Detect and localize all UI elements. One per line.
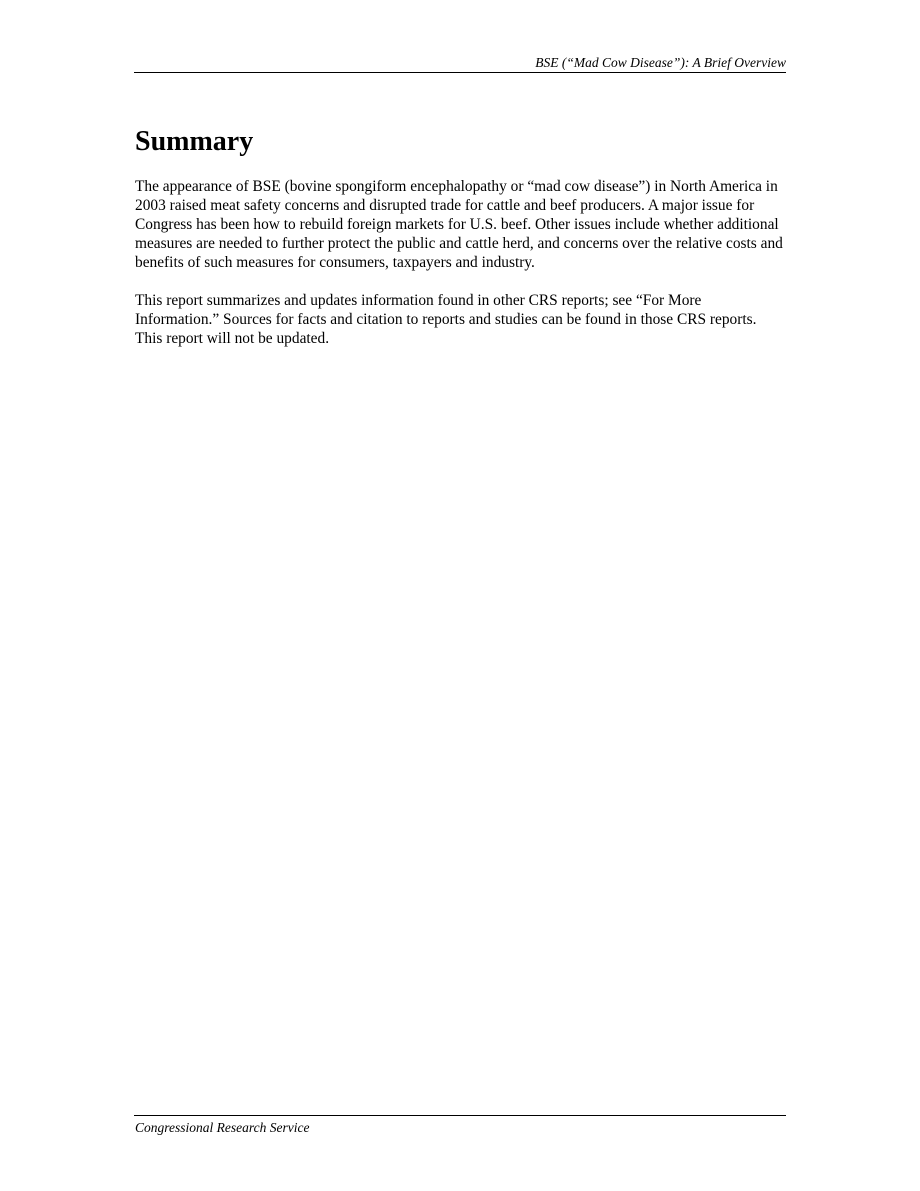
header-rule — [134, 72, 786, 73]
summary-paragraph: The appearance of BSE (bovine spongiform encephalopathy or “mad cow disease”) in North America in 2003 raised meat safety concerns and disrupted trade for cattle and beef producers. A major issue for Congress has been how to rebuild foreign markets for U.S. beef. Other issues include whether additional measures are needed to further protect the public and cattle herd, and concerns over the relative costs and benefits of such measures for consumers, taxpayers and industry. — [135, 178, 783, 271]
running-footer: Congressional Research Service — [135, 1120, 310, 1135]
page-title: Summary — [135, 126, 254, 157]
summary-body — [135, 177, 785, 367]
summary-paragraph: This report summarizes and updates information found in other CRS reports; see “For More Information.” Sources for facts and citation to reports and studies can be found in those CRS reports. This report will not be updated. — [135, 292, 757, 347]
footer-rule — [134, 1115, 786, 1116]
running-header: BSE (“Mad Cow Disease”): A Brief Overview — [535, 55, 786, 70]
